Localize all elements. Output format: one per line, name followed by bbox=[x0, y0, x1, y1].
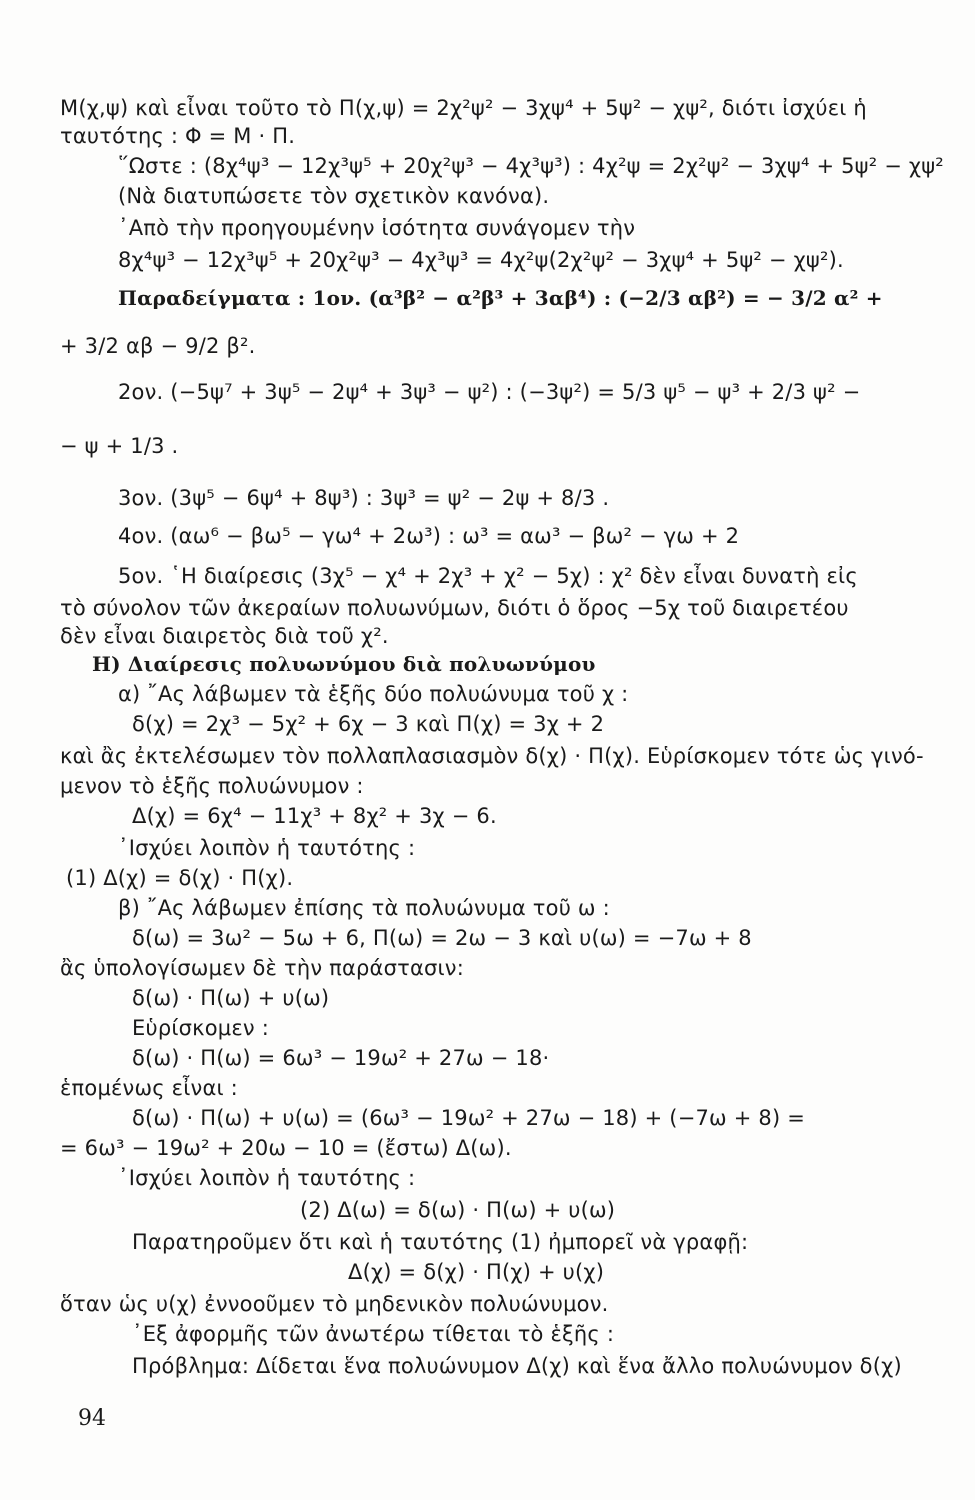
text-line: ἂς ὑπολογίσωμεν δὲ τὴν παράστασιν: bbox=[60, 956, 465, 980]
text-line: Εὑρίσκομεν : bbox=[132, 1016, 269, 1040]
text-line: ᾿Ισχύει λοιπὸν ἡ ταυτότης : bbox=[118, 836, 416, 860]
text-line: ταυτότης : Φ = Μ · Π. bbox=[60, 124, 296, 148]
examples-heading-line: Παραδείγματα : 1ον. (α³β² − α²β³ + 3αβ⁴) : (−2/3 αβ²) = − 3/2 α² + bbox=[118, 286, 883, 310]
formula-line: δ(ω) · Π(ω) + υ(ω) bbox=[132, 986, 330, 1010]
text-line: + 3/2 αβ − 9/2 β². bbox=[60, 334, 256, 358]
text-line: ᾿Απὸ τὴν προηγουμένην ἰσότητα συνάγομεν τὴν bbox=[118, 216, 636, 240]
formula-line: δ(ω) · Π(ω) + υ(ω) = (6ω³ − 19ω² + 27ω − 18) + (−7ω + 8) = bbox=[132, 1106, 806, 1130]
text-line: Μ(χ,ψ) καὶ εἶναι τοῦτο τὸ Π(χ,ψ) = 2χ²ψ² − 3χψ⁴ + 5ψ² − χψ², διότι ἰσχύει ἡ bbox=[60, 96, 867, 120]
text-line: α) ῎Ας λάβωμεν τὰ ἑξῆς δύο πολυώνυμα τοῦ χ : bbox=[118, 682, 629, 706]
section-heading: Η) Διαίρεσις πολυωνύμου διὰ πολυωνύμου bbox=[92, 652, 596, 676]
text-line: Παρατηροῦμεν ὅτι καὶ ἡ ταυτότης (1) ἠμπορεῖ νὰ γραφῇ: bbox=[132, 1230, 749, 1254]
text-line: 8χ⁴ψ³ − 12χ³ψ⁵ + 20χ²ψ³ − 4χ³ψ³ = 4χ²ψ(2χ²ψ² − 3χψ⁴ + 5ψ² − χψ²). bbox=[118, 248, 844, 272]
formula-line: Δ(χ) = δ(χ) · Π(χ) + υ(χ) bbox=[348, 1260, 605, 1284]
text-line: καὶ ἂς ἐκτελέσωμεν τὸν πολλαπλασιασμὸν δ(χ) · Π(χ). Εὑρίσκομεν τότε ὡς γινό- bbox=[60, 744, 924, 768]
text-line: 3ον. (3ψ⁵ − 6ψ⁴ + 8ψ³) : 3ψ³ = ψ² − 2ψ + 8/3 . bbox=[118, 486, 610, 510]
formula-line: δ(ω) · Π(ω) = 6ω³ − 19ω² + 27ω − 18· bbox=[132, 1046, 550, 1070]
text-line: ᾿Ισχύει λοιπὸν ἡ ταυτότης : bbox=[118, 1166, 416, 1190]
text-line: μενον τὸ ἑξῆς πολυώνυμον : bbox=[60, 774, 364, 798]
formula-line: Δ(χ) = 6χ⁴ − 11χ³ + 8χ² + 3χ − 6. bbox=[132, 804, 497, 828]
text-line: ὅταν ὡς υ(χ) ἐννοοῦμεν τὸ μηδενικὸν πολυώνυμον. bbox=[60, 1292, 609, 1316]
text-line: δὲν εἶναι διαιρετὸς διὰ τοῦ χ². bbox=[60, 624, 389, 648]
formula-line: δ(χ) = 2χ³ − 5χ² + 6χ − 3 καὶ Π(χ) = 3χ + 2 bbox=[132, 712, 605, 736]
text-line: τὸ σύνολον τῶν ἀκεραίων πολυωνύμων, διότι ὁ ὅρος −5χ τοῦ διαιρετέου bbox=[60, 596, 849, 620]
text-line: ῞Ωστε : (8χ⁴ψ³ − 12χ³ψ⁵ + 20χ²ψ³ − 4χ³ψ³) : 4χ²ψ = 2χ²ψ² − 3χψ⁴ + 5ψ² − χψ² bbox=[118, 154, 944, 178]
formula-line: δ(ω) = 3ω² − 5ω + 6, Π(ω) = 2ω − 3 καὶ υ(ω) = −7ω + 8 bbox=[132, 926, 752, 950]
formula-line: (2) Δ(ω) = δ(ω) · Π(ω) + υ(ω) bbox=[300, 1198, 616, 1222]
formula-line: = 6ω³ − 19ω² + 20ω − 10 = (ἔστω) Δ(ω). bbox=[60, 1136, 512, 1160]
text-line: β) ῎Ας λάβωμεν ἐπίσης τὰ πολυώνυμα τοῦ ω : bbox=[118, 896, 610, 920]
text-line: − ψ + 1/3 . bbox=[60, 434, 179, 458]
problem-line: Πρόβλημα: Δίδεται ἕνα πολυώνυμον Δ(χ) καὶ ἕνα ἄλλο πολυώνυμον δ(χ) bbox=[132, 1354, 902, 1378]
text-line: 2ον. (−5ψ⁷ + 3ψ⁵ − 2ψ⁴ + 3ψ³ − ψ²) : (−3ψ²) = 5/3 ψ⁵ − ψ³ + 2/3 ψ² − bbox=[118, 380, 861, 404]
text-line: (Νὰ διατυπώσετε τὸν σχετικὸν κανόνα). bbox=[118, 184, 550, 208]
text-line: 5ον. ῾Η διαίρεσις (3χ⁵ − χ⁴ + 2χ³ + χ² − 5χ) : χ² δὲν εἶναι δυνατὴ εἰς bbox=[118, 564, 858, 588]
text-line: ἑπομένως εἶναι : bbox=[60, 1076, 238, 1100]
text-line: ᾿Εξ ἀφορμῆς τῶν ἀνωτέρω τίθεται τὸ ἑξῆς : bbox=[132, 1322, 615, 1346]
formula-line: (1) Δ(χ) = δ(χ) · Π(χ). bbox=[66, 866, 294, 890]
page-number: 94 bbox=[78, 1406, 106, 1431]
text-line: 4ον. (αω⁶ − βω⁵ − γω⁴ + 2ω³) : ω³ = αω³ − βω² − γω + 2 bbox=[118, 524, 740, 548]
